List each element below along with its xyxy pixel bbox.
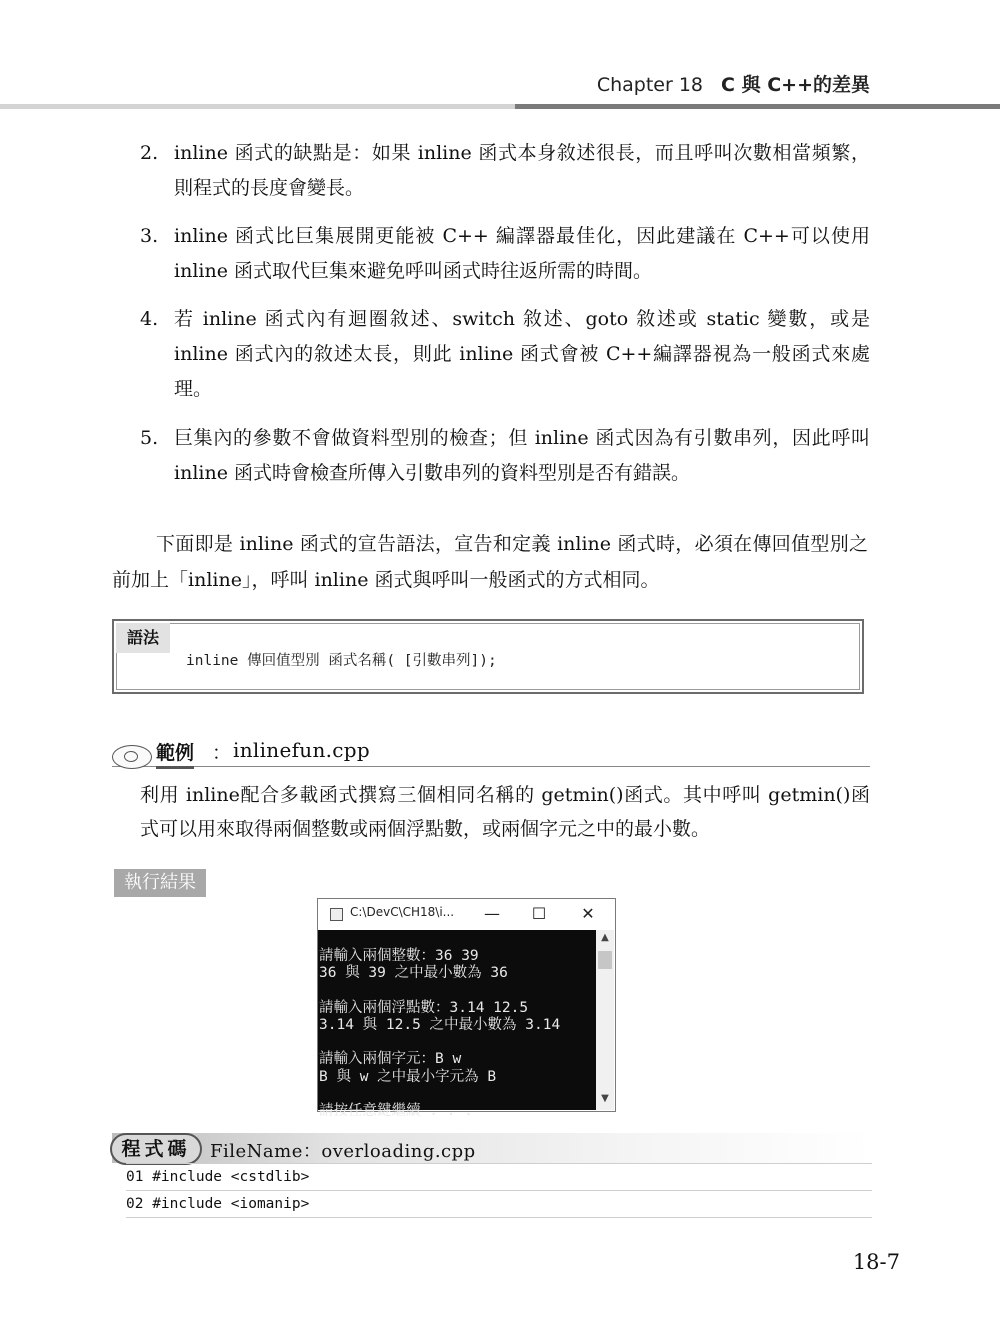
list-item-number: 2. <box>140 142 159 164</box>
list-item <box>140 136 870 206</box>
console-title: C:\DevC\CH18\i... <box>350 905 455 919</box>
header-rule-dark <box>515 104 1000 109</box>
console-line <box>319 1034 595 1051</box>
console-app-icon <box>330 908 343 921</box>
syntax-label: 語法 <box>116 623 170 653</box>
example-filename: inlinefun.cpp <box>233 738 371 762</box>
example-description: 利用 inline配合多載函式撰寫三個相同名稱的 getmin()函式。其中呼叫 getmin()函式可以用來取得兩個整數或兩個浮點數，或兩個字元之中的最小數。 <box>140 784 870 840</box>
code-filename: FileName：overloading.cpp <box>210 1141 476 1162</box>
example-underline <box>112 766 870 767</box>
minimize-button[interactable]: — <box>484 904 500 923</box>
run-result-label: 執行結果 <box>114 869 206 897</box>
scroll-up-icon[interactable]: ▲ <box>601 932 609 943</box>
intro-paragraph: 下面即是 inline 函式的宣告語法，宣告和定義 inline 函式時，必須在傳回值型別之前加上「inline」，呼叫 inline 函式與呼叫一般函式的方式相同。 <box>112 533 868 591</box>
list-item-number: 3. <box>140 225 159 247</box>
console-line: 請輸入兩個字元：B w <box>319 1051 462 1068</box>
list-item <box>140 421 870 491</box>
chapter-header <box>520 70 870 97</box>
list-item-number: 5. <box>140 427 159 449</box>
list-item <box>140 302 870 407</box>
console-output <box>319 931 595 1137</box>
syntax-code: inline 傳回值型別 函式名稱( [引數串列]); <box>186 653 497 669</box>
maximize-button[interactable]: ☐ <box>531 904 547 923</box>
list-item-text: 若 inline 函式內有迴圈敘述、switch 敘述、goto 敘述或 static 變數，或是 inline 函式內的敘述太長，則此 inline 函式會被 C++編譯器視為一般函式來處理。 <box>174 308 870 400</box>
scroll-down-icon[interactable]: ▼ <box>601 1093 609 1104</box>
code-line: 01 #include <cstdlib> <box>126 1164 872 1191</box>
code-label: 程式碼 <box>110 1133 202 1165</box>
list-item-text: 巨集內的參數不會做資料型別的檢查；但 inline 函式因為有引數串列，因此呼叫 inline 函式時會檢查所傳入引數串列的資料型別是否有錯誤。 <box>174 427 870 484</box>
list-item-text: inline 函式的缺點是：如果 inline 函式本身敘述很長，而且呼叫次數相當頻繁，則程式的長度會變長。 <box>174 142 870 199</box>
console-line <box>319 983 595 1000</box>
console-line: B 與 w 之中最小字元為 B <box>319 1068 497 1085</box>
list-item <box>140 219 870 289</box>
console-line <box>319 1086 595 1103</box>
chapter-number: Chapter 18 <box>596 74 704 96</box>
page-number: 18-7 <box>852 1250 900 1274</box>
console-line: 請按任意鍵繼續 . . . <box>319 1102 473 1119</box>
scroll-thumb[interactable] <box>598 951 612 969</box>
example-label: 範例 <box>156 738 194 769</box>
console-line: 請輸入兩個浮點數：3.14 12.5 <box>319 999 529 1016</box>
list-item-number: 4. <box>140 308 159 330</box>
cd-hole-icon <box>124 751 138 762</box>
console-line: 36 與 39 之中最小數為 36 <box>319 965 508 982</box>
console-line: 請輸入兩個整數：36 39 <box>319 948 479 965</box>
chapter-title: C 與 C++的差異 <box>721 74 870 96</box>
header-rule-light <box>0 104 515 109</box>
example-separator: ： <box>212 742 232 764</box>
list-item-text: inline 函式比巨集展開更能被 C++ 編譯器最佳化，因此建議在 C++可以使用 inline 函式取代巨集來避免呼叫函式時往返所需的時間。 <box>174 225 870 282</box>
code-line: 02 #include <iomanip> <box>126 1191 872 1218</box>
close-button[interactable]: ✕ <box>581 904 595 923</box>
console-line: 3.14 與 12.5 之中最小數為 3.14 <box>319 1017 561 1033</box>
